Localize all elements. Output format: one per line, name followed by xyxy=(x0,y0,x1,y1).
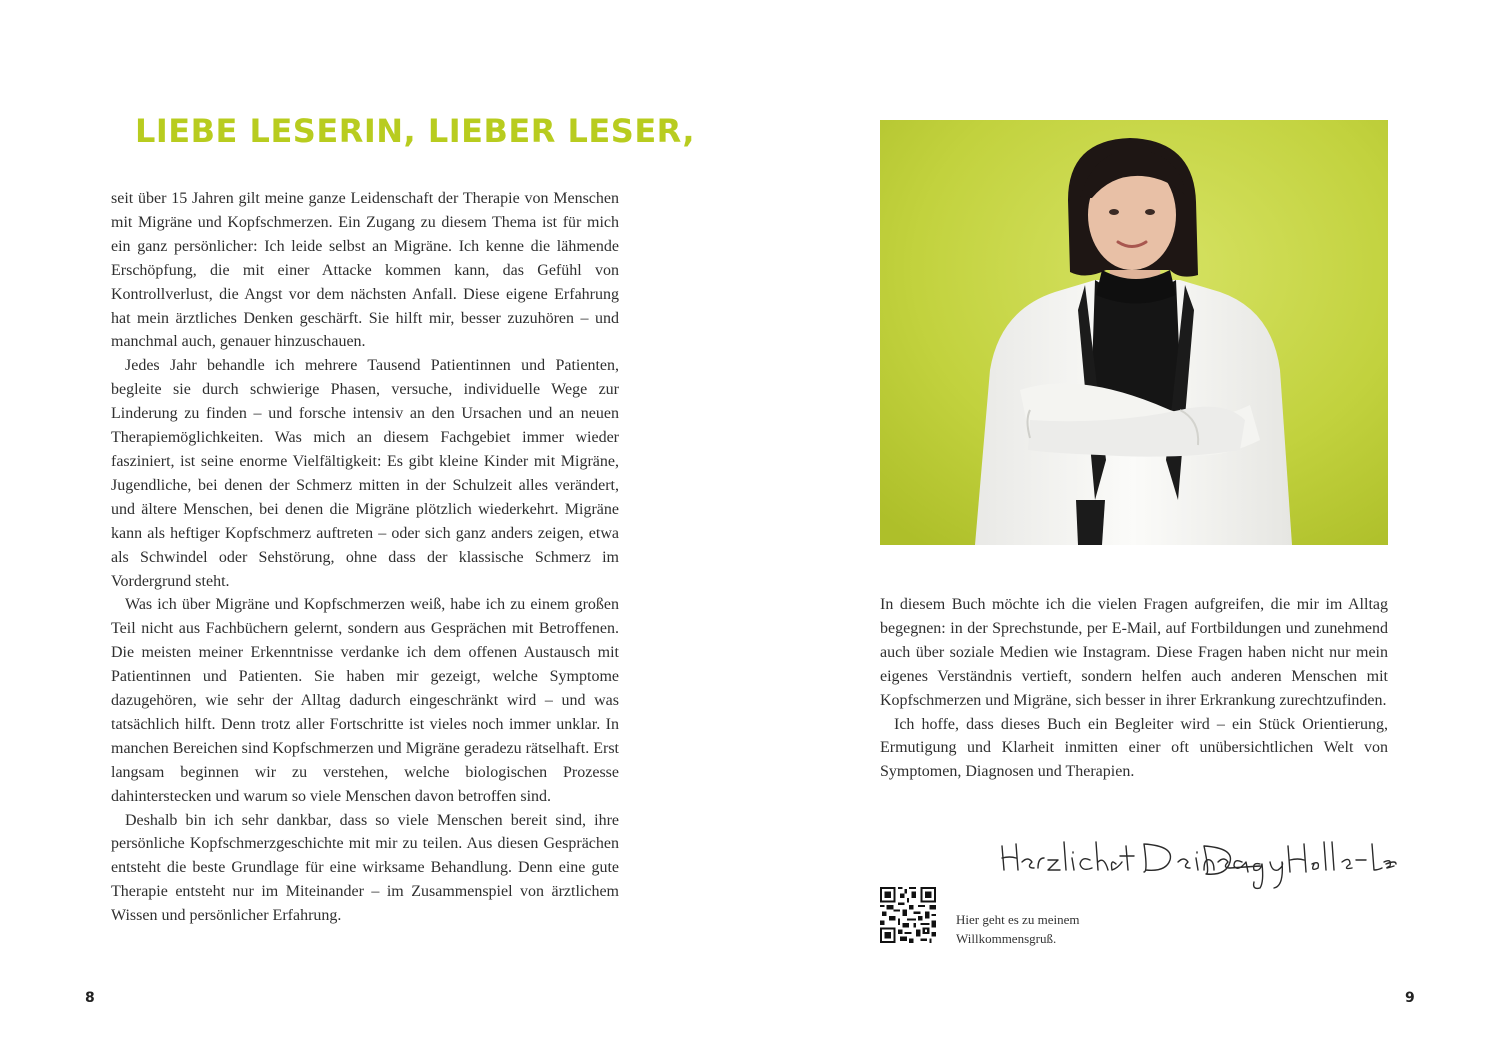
qr-caption-line-1: Hier geht es zu meinem xyxy=(956,912,1080,927)
right-page xyxy=(750,0,1500,1064)
qr-caption xyxy=(956,910,1156,948)
left-body-text xyxy=(111,187,619,928)
qr-code-icon[interactable] xyxy=(880,887,936,943)
handwritten-signature xyxy=(998,832,1398,892)
paragraph-6: Ich hoffe, dass dieses Buch ein Begleiter wird – ein Stück Orientierung, Ermutigung und Klarheit inmitten einer oft unübersichtlichen Welt von Symptomen, Diagnosen und Therapien. xyxy=(880,715,1388,781)
paragraph-1: seit über 15 Jahren gilt meine ganze Leidenschaft der Therapie von Menschen mit Migräne und Kopfschmerzen. Ein Zugang zu diesem Thema ist für mich ein ganz persönlicher: Ich leide selbst an Migräne. Ich kenne die lähmende Erschöpfung, die mit einer Attacke kommen kann, das Gefühl von Kontrollverlust, die Angst vor dem nächsten Anfall. Diese eigene Erfahrung hat mein ärztliches Denken geschärft. Sie hilft mir, besser zuzuhören – und manchmal auch, genauer hinzuschauen. xyxy=(111,190,619,351)
portrait-photo xyxy=(880,120,1388,545)
page-number-right: 9 xyxy=(1405,990,1415,1006)
page-number-left: 8 xyxy=(85,990,95,1006)
paragraph-2: Jedes Jahr behandle ich mehrere Tausend Patientinnen und Patienten, begleite sie durch schwierige Phasen, versuche, individuelle Wege zur Linderung zu finden – und forsche intensiv an den Ursachen und an neuen Therapiemöglichkeiten. Was mich an diesem Fachgebiet immer wieder fasziniert, ist seine enorme Vielfältigkeit: Es gibt kleine Kinder mit Migräne, Jugendliche, bei denen der Schmerz mitten in der Schulzeit alles verändert, und ältere Menschen, bei denen die Migräne plötzlich wiederkehrt. Migräne kann als heftiger Kopfschmerz auftreten – oder sich ganz anders zeigen, etwa als Schwindel oder Sehstörung, ohne dass der klassische Schmerz im Vordergrund steht. xyxy=(111,357,619,590)
paragraph-3: Was ich über Migräne und Kopfschmerzen weiß, habe ich zu einem großen Teil nicht aus Fachbüchern gelernt, sondern aus Gesprächen mit Betroffenen. Die meisten meiner Erkenntnisse verdanke ich dem offenen Austausch mit Patientinnen und Patienten. Sie haben mir gezeigt, welche Symptome dazugehören, wie sehr der Alltag dadurch eingeschränkt wird – und was tatsächlich hilft. Denn trotz aller Fortschritte ist vieles noch immer unklar. In manchen Bereichen sind Kopfschmerzen und Migräne geradezu rätselhaft. Erst langsam beginnen wir zu verstehen, welche biologischen Prozesse dahinterstecken und warum so viele Menschen davon betroffen sind. xyxy=(111,596,619,805)
right-body-text xyxy=(880,593,1388,784)
page-heading: LIEBE LESERIN, LIEBER LESER, xyxy=(135,112,696,150)
paragraph-5: In diesem Buch möchte ich die vielen Fragen aufgreifen, die mir im Alltag begegnen: in der Sprechstunde, per E-Mail, auf Fortbildungen und zunehmend auch über soziale Medien wie Instagram. Diese Fragen haben nicht nur mein eigenes Verständnis vertieft, sondern helfen auch anderen Menschen mit Kopfschmerzen und Migräne, sich besser in ihrer Erkrankung zurechtzufinden. xyxy=(880,596,1388,709)
qr-caption-line-2: Willkommensgruß. xyxy=(956,931,1057,946)
paragraph-4: Deshalb bin ich sehr dankbar, dass so viele Menschen bereit sind, ihre persönliche Kopfschmerzgeschichte mit mir zu teilen. Aus diesen Gesprächen entsteht die beste Grundlage für eine wirksame Behandlung. Denn eine gute Therapie entsteht nur im Miteinander – im Zusammenspiel von ärztlichem Wissen und persönlicher Erfahrung. xyxy=(111,811,619,925)
